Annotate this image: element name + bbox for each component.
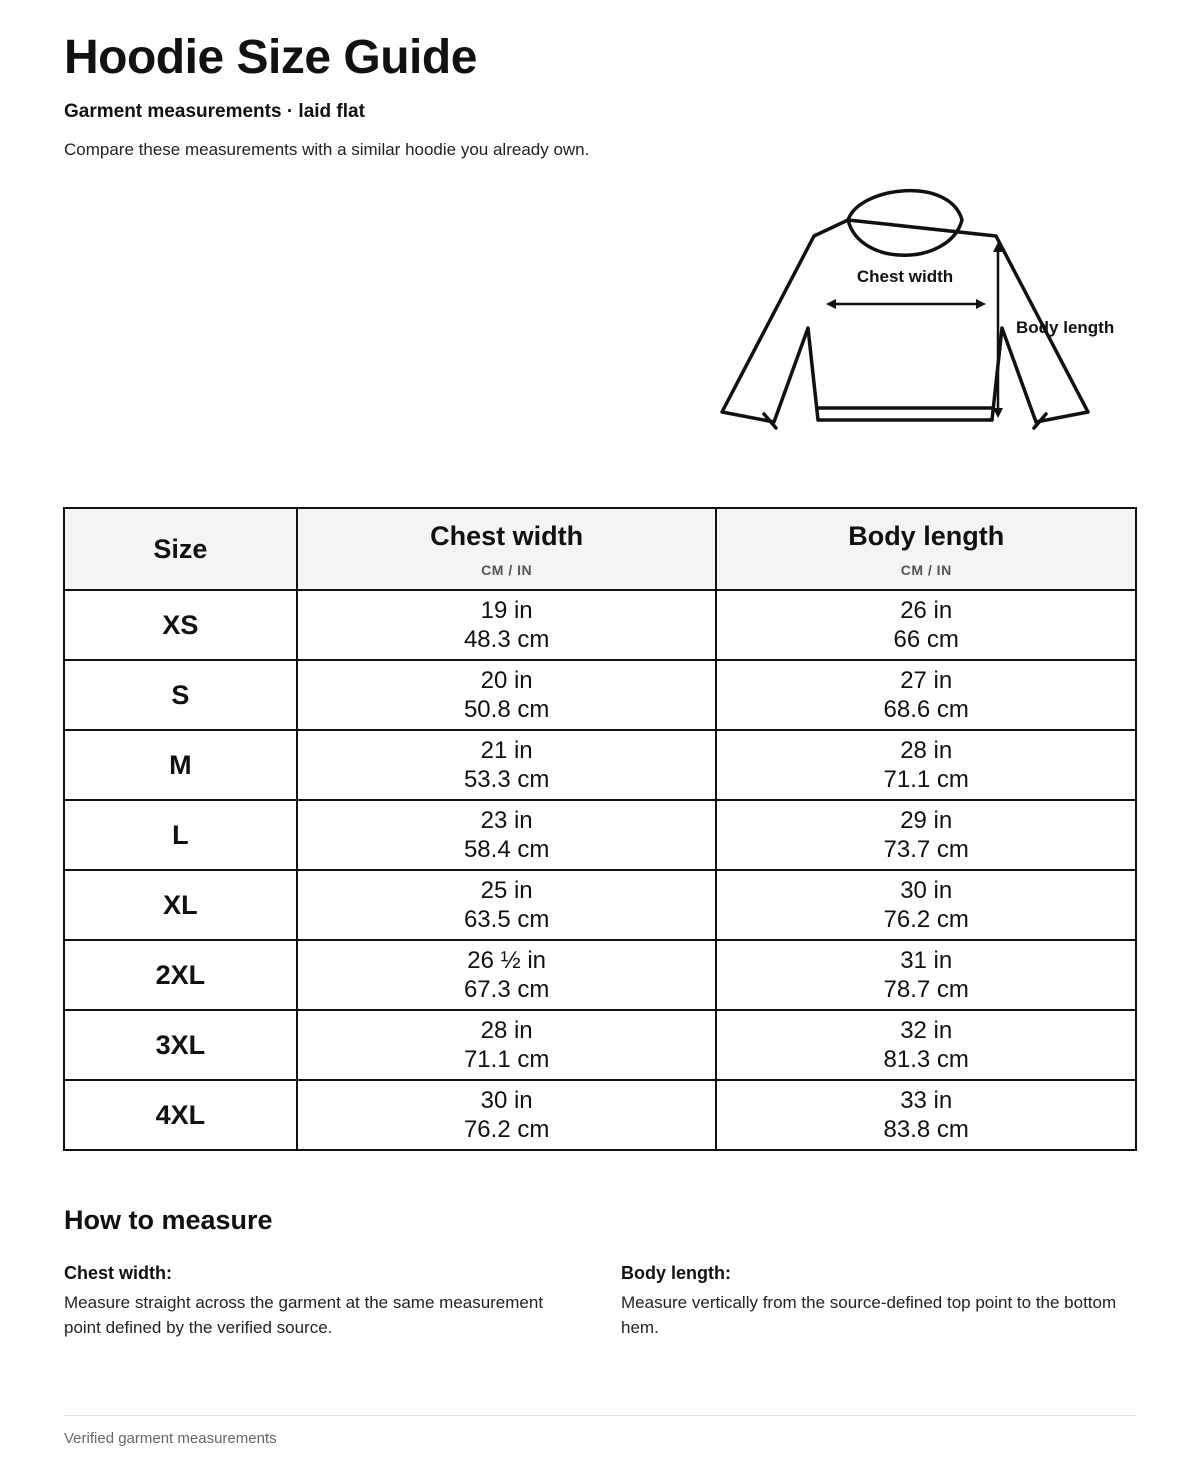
chest-cm-value: 67.3 cm bbox=[463, 976, 550, 1003]
chest-cm-value: 58.4 cm bbox=[463, 836, 550, 863]
length-in-value: 28 in bbox=[900, 737, 953, 764]
length-cell bbox=[716, 800, 1136, 870]
length-cm-value: 78.7 cm bbox=[883, 976, 969, 1003]
length-cm-value: 76.2 cm bbox=[883, 906, 969, 933]
length-cell bbox=[716, 590, 1136, 660]
chest-in-value: 25 in bbox=[480, 877, 533, 904]
hoodie-outline-icon bbox=[700, 176, 1140, 446]
table-row bbox=[64, 660, 1136, 730]
chest-cell bbox=[297, 870, 717, 940]
length-cm-value: 81.3 cm bbox=[883, 1046, 969, 1073]
length-cell bbox=[716, 1010, 1136, 1080]
chest-width-instruction-label: Chest width: bbox=[64, 1263, 172, 1283]
chest-width-diagram-label: Chest width bbox=[856, 267, 954, 286]
table-row bbox=[64, 730, 1136, 800]
size-table bbox=[63, 507, 1137, 1151]
chest-cell bbox=[297, 1080, 717, 1150]
body-length-instruction-text: Measure vertically from the source-defined top point to the bottom hem. bbox=[621, 1293, 1117, 1337]
length-in-value: 27 in bbox=[900, 667, 953, 694]
table-row bbox=[64, 590, 1136, 660]
chest-in-value: 19 in bbox=[480, 597, 533, 624]
chest-cell bbox=[297, 590, 717, 660]
chest-cm-value: 63.5 cm bbox=[463, 906, 550, 933]
chest-in-value: 20 in bbox=[480, 667, 533, 694]
size-cell: L bbox=[64, 800, 297, 870]
size-cell: S bbox=[64, 660, 297, 730]
length-header-label: Body length bbox=[848, 521, 1005, 551]
length-in-value: 31 in bbox=[900, 947, 953, 974]
table-row bbox=[64, 1010, 1136, 1080]
length-cell bbox=[716, 870, 1136, 940]
size-cell: 3XL bbox=[64, 1010, 297, 1080]
length-cell bbox=[716, 1080, 1136, 1150]
chest-cell bbox=[297, 730, 717, 800]
size-cell: 4XL bbox=[64, 1080, 297, 1150]
body-length-instructions bbox=[621, 1261, 1141, 1340]
chest-in-value: 26 ½ in bbox=[467, 947, 546, 974]
size-cell: M bbox=[64, 730, 297, 800]
length-in-value: 30 in bbox=[900, 877, 953, 904]
table-row bbox=[64, 940, 1136, 1010]
chest-width-instructions bbox=[64, 1261, 584, 1340]
length-column-header bbox=[716, 508, 1136, 590]
size-column-header bbox=[64, 508, 297, 590]
chest-cm-value: 76.2 cm bbox=[463, 1116, 550, 1143]
table-row bbox=[64, 1080, 1136, 1150]
table-header-row bbox=[64, 508, 1136, 590]
table-row bbox=[64, 870, 1136, 940]
chest-in-value: 21 in bbox=[480, 737, 533, 764]
footer-note: Verified garment measurements bbox=[64, 1430, 277, 1447]
size-cell: XS bbox=[64, 590, 297, 660]
chest-unit-label: CM / IN bbox=[481, 562, 533, 578]
length-cm-value: 83.8 cm bbox=[883, 1116, 969, 1143]
body-length-instruction-label: Body length: bbox=[621, 1263, 731, 1283]
page-subtitle: Garment measurements · laid flat bbox=[64, 101, 365, 122]
chest-column-header bbox=[297, 508, 717, 590]
length-in-value: 33 in bbox=[900, 1087, 953, 1114]
chest-cell bbox=[297, 660, 717, 730]
chest-cell bbox=[297, 940, 717, 1010]
length-cm-value: 68.6 cm bbox=[883, 696, 969, 723]
length-cell bbox=[716, 940, 1136, 1010]
page-title: Hoodie Size Guide bbox=[64, 31, 477, 84]
chest-cm-value: 50.8 cm bbox=[463, 696, 550, 723]
chest-cm-value: 71.1 cm bbox=[463, 1046, 550, 1073]
length-cm-value: 73.7 cm bbox=[883, 836, 969, 863]
body-length-diagram-label: Body length bbox=[1016, 318, 1115, 337]
how-to-measure-title: How to measure bbox=[64, 1205, 273, 1235]
chest-cm-value: 53.3 cm bbox=[463, 766, 550, 793]
length-cm-value: 66 cm bbox=[893, 626, 959, 653]
chest-cell bbox=[297, 800, 717, 870]
length-in-value: 29 in bbox=[900, 807, 953, 834]
chest-cm-value: 48.3 cm bbox=[463, 626, 550, 653]
size-header-label: Size bbox=[153, 534, 208, 564]
chest-in-value: 28 in bbox=[480, 1017, 533, 1044]
intro-text: Compare these measurements with a similar hoodie you already own. bbox=[64, 140, 590, 159]
chest-header-label: Chest width bbox=[430, 521, 584, 551]
size-cell: 2XL bbox=[64, 940, 297, 1010]
length-in-value: 32 in bbox=[900, 1017, 953, 1044]
table-row bbox=[64, 800, 1136, 870]
length-cell bbox=[716, 660, 1136, 730]
footer-divider bbox=[64, 1415, 1136, 1416]
length-cell bbox=[716, 730, 1136, 800]
length-cm-value: 71.1 cm bbox=[883, 766, 969, 793]
size-cell: XL bbox=[64, 870, 297, 940]
chest-width-arrow bbox=[826, 299, 986, 309]
hoodie-diagram bbox=[700, 176, 1140, 446]
length-in-value: 26 in bbox=[900, 597, 953, 624]
chest-in-value: 30 in bbox=[480, 1087, 533, 1114]
chest-width-instruction-text: Measure straight across the garment at the same measurement point defined by the verified source. bbox=[64, 1293, 544, 1337]
chest-in-value: 23 in bbox=[480, 807, 533, 834]
chest-cell bbox=[297, 1010, 717, 1080]
length-unit-label: CM / IN bbox=[900, 562, 952, 578]
